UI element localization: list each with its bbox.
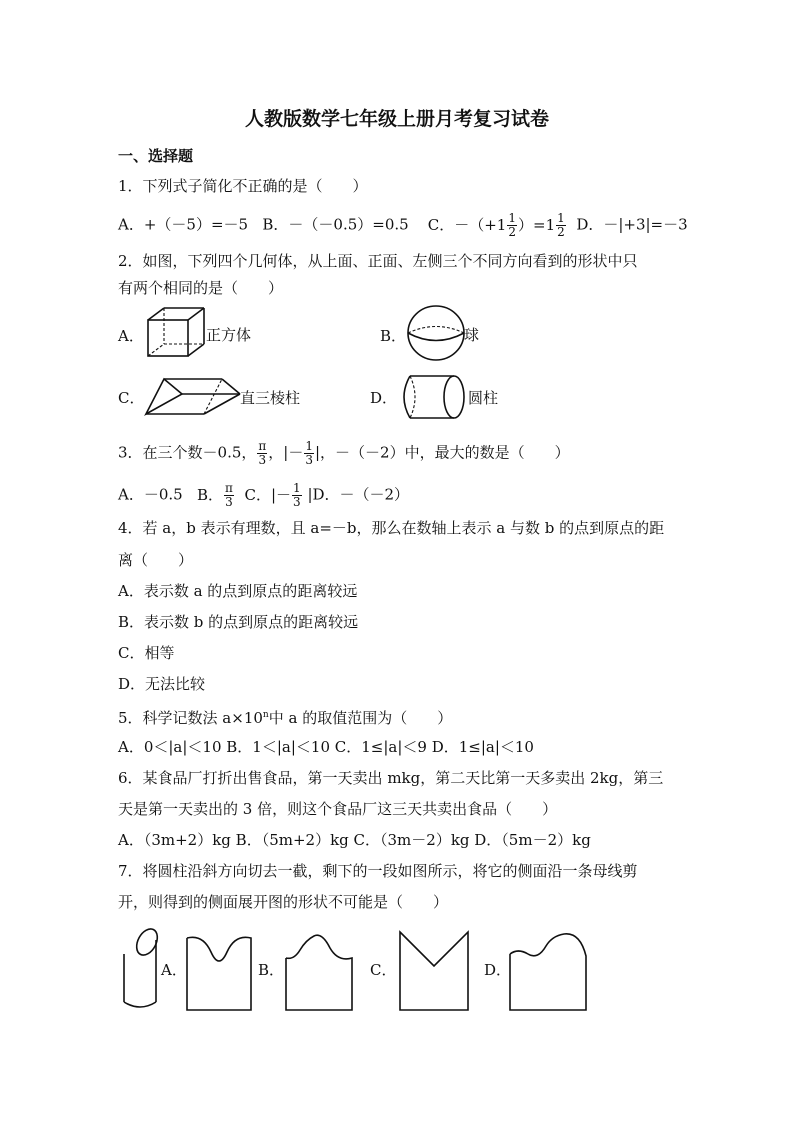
q3-option-c: C．|－ $\frac{1}{3}$ — [244, 481, 301, 509]
q3-option-d: |D．－（－2） — [307, 485, 410, 504]
q6-stem-line2: 天是第一天卖出的 3 倍，则这个食品厂这三天共卖出食品（ ） — [118, 800, 558, 818]
q2-option-a-label: A． — [118, 327, 144, 345]
cube-figure — [146, 306, 208, 358]
cut-cylinder-figure — [120, 926, 160, 1012]
triangular-prism-figure — [144, 376, 244, 416]
q7-option-a-label: A． — [161, 961, 187, 979]
fraction-half: $\frac{1}{2}$ — [557, 211, 565, 239]
fraction-one-third: $\frac{1}{3}$ — [305, 439, 313, 467]
q7-option-a-shape — [185, 932, 253, 1012]
q3-option-a: A．－0.5 — [118, 485, 183, 504]
q2-option-d-name: 圆柱 — [468, 389, 499, 407]
q2-stem-line1: 2．如图，下列四个几何体，从上面、正面、左侧三个不同方向看到的形状中只 — [118, 252, 638, 270]
q6-options: A．（3m+2）kg B．（5m+2）kg C．（3m－2）kg D．（5m－2）kg — [118, 831, 591, 849]
fraction-half: $\frac{1}{2}$ — [508, 211, 516, 239]
fraction-pi-over-3: $\frac{\pi}{3}$ — [225, 481, 233, 509]
q7-stem-line1: 7．将圆柱沿斜方向切去一截，剩下的一段如图所示，将它的侧面沿一条母线剪 — [118, 862, 638, 880]
q5-options: A．0＜|a|＜10 B．1＜|a|＜10 C．1≤|a|＜9 D．1≤|a|＜10 — [118, 738, 534, 756]
q7-option-d-label: D． — [484, 961, 512, 979]
fraction-one-third: $\frac{1}{3}$ — [293, 481, 301, 509]
section-heading: 一、选择题 — [118, 147, 194, 165]
q2-option-d-label: D． — [370, 389, 398, 407]
q3-options — [118, 482, 409, 509]
q6-stem-line1: 6．某食品厂打折出售食品，第一天卖出 mkg，第二天比第一天多卖出 2kg，第三 — [118, 769, 664, 787]
q1-option-d: D．－|+3|=－3 — [576, 215, 688, 234]
q7-option-c-label: C． — [370, 961, 397, 979]
q1-option-a: A．+（－5）=－5 — [118, 215, 249, 234]
q4-stem-line2: 离（ ） — [118, 551, 194, 569]
q2-option-b-name: 球 — [464, 326, 480, 344]
q1-option-c: C．－（+1 $\frac{1}{2}$ ）=1 $\frac{1}{2}$ — [427, 211, 565, 239]
page-title: 人教版数学七年级上册月考复习试卷 — [244, 108, 549, 130]
q2-option-a-name: 正方体 — [206, 326, 252, 344]
q4-option-a: A．表示数 a 的点到原点的距离较远 — [118, 582, 358, 600]
q7-option-b-shape — [284, 928, 354, 1012]
sphere-figure — [406, 304, 468, 362]
fraction-pi-over-3: $\frac{\pi}{3}$ — [258, 439, 267, 467]
q4-option-b: B．表示数 b 的点到原点的距离较远 — [118, 613, 359, 631]
q3-option-b: B． $\frac{\pi}{3}$ — [197, 481, 233, 509]
q7-stem-line2: 开，则得到的侧面展开图的形状不可能是（ ） — [118, 893, 449, 911]
q4-option-d: D．无法比较 — [118, 675, 206, 693]
q2-option-b-label: B． — [380, 327, 407, 345]
q2-stem-line2: 有两个相同的是（ ） — [118, 279, 284, 297]
q1-option-b: B．－（－0.5）=0.5 — [262, 215, 409, 234]
q4-option-c: C．相等 — [118, 644, 175, 662]
q1-stem: 1．下列式子简化不正确的是（ ） — [118, 177, 368, 195]
q2-option-c-name: 直三棱柱 — [240, 389, 301, 407]
q1-options — [118, 212, 688, 239]
q4-stem-line1: 4．若 a，b 表示有理数，且 a=－b，那么在数轴上表示 a 与数 b 的点到原点的距 — [118, 519, 665, 537]
q7-option-c-shape — [398, 930, 470, 1012]
q3-stem: 3．在三个数－0.5， $\frac{\pi}{3}$ ，|－ $\frac{1}{3}$ |，－（－2）中，最大的数是（ ） — [118, 439, 570, 467]
q7-option-d-shape — [508, 930, 588, 1012]
q2-option-c-label: C． — [118, 389, 145, 407]
q7-option-b-label: B． — [258, 961, 285, 979]
q5-stem: 5．科学记数法 $a\times 10^n$中 a 的取值范围为（ ） — [118, 709, 453, 727]
cylinder-figure — [396, 374, 468, 420]
